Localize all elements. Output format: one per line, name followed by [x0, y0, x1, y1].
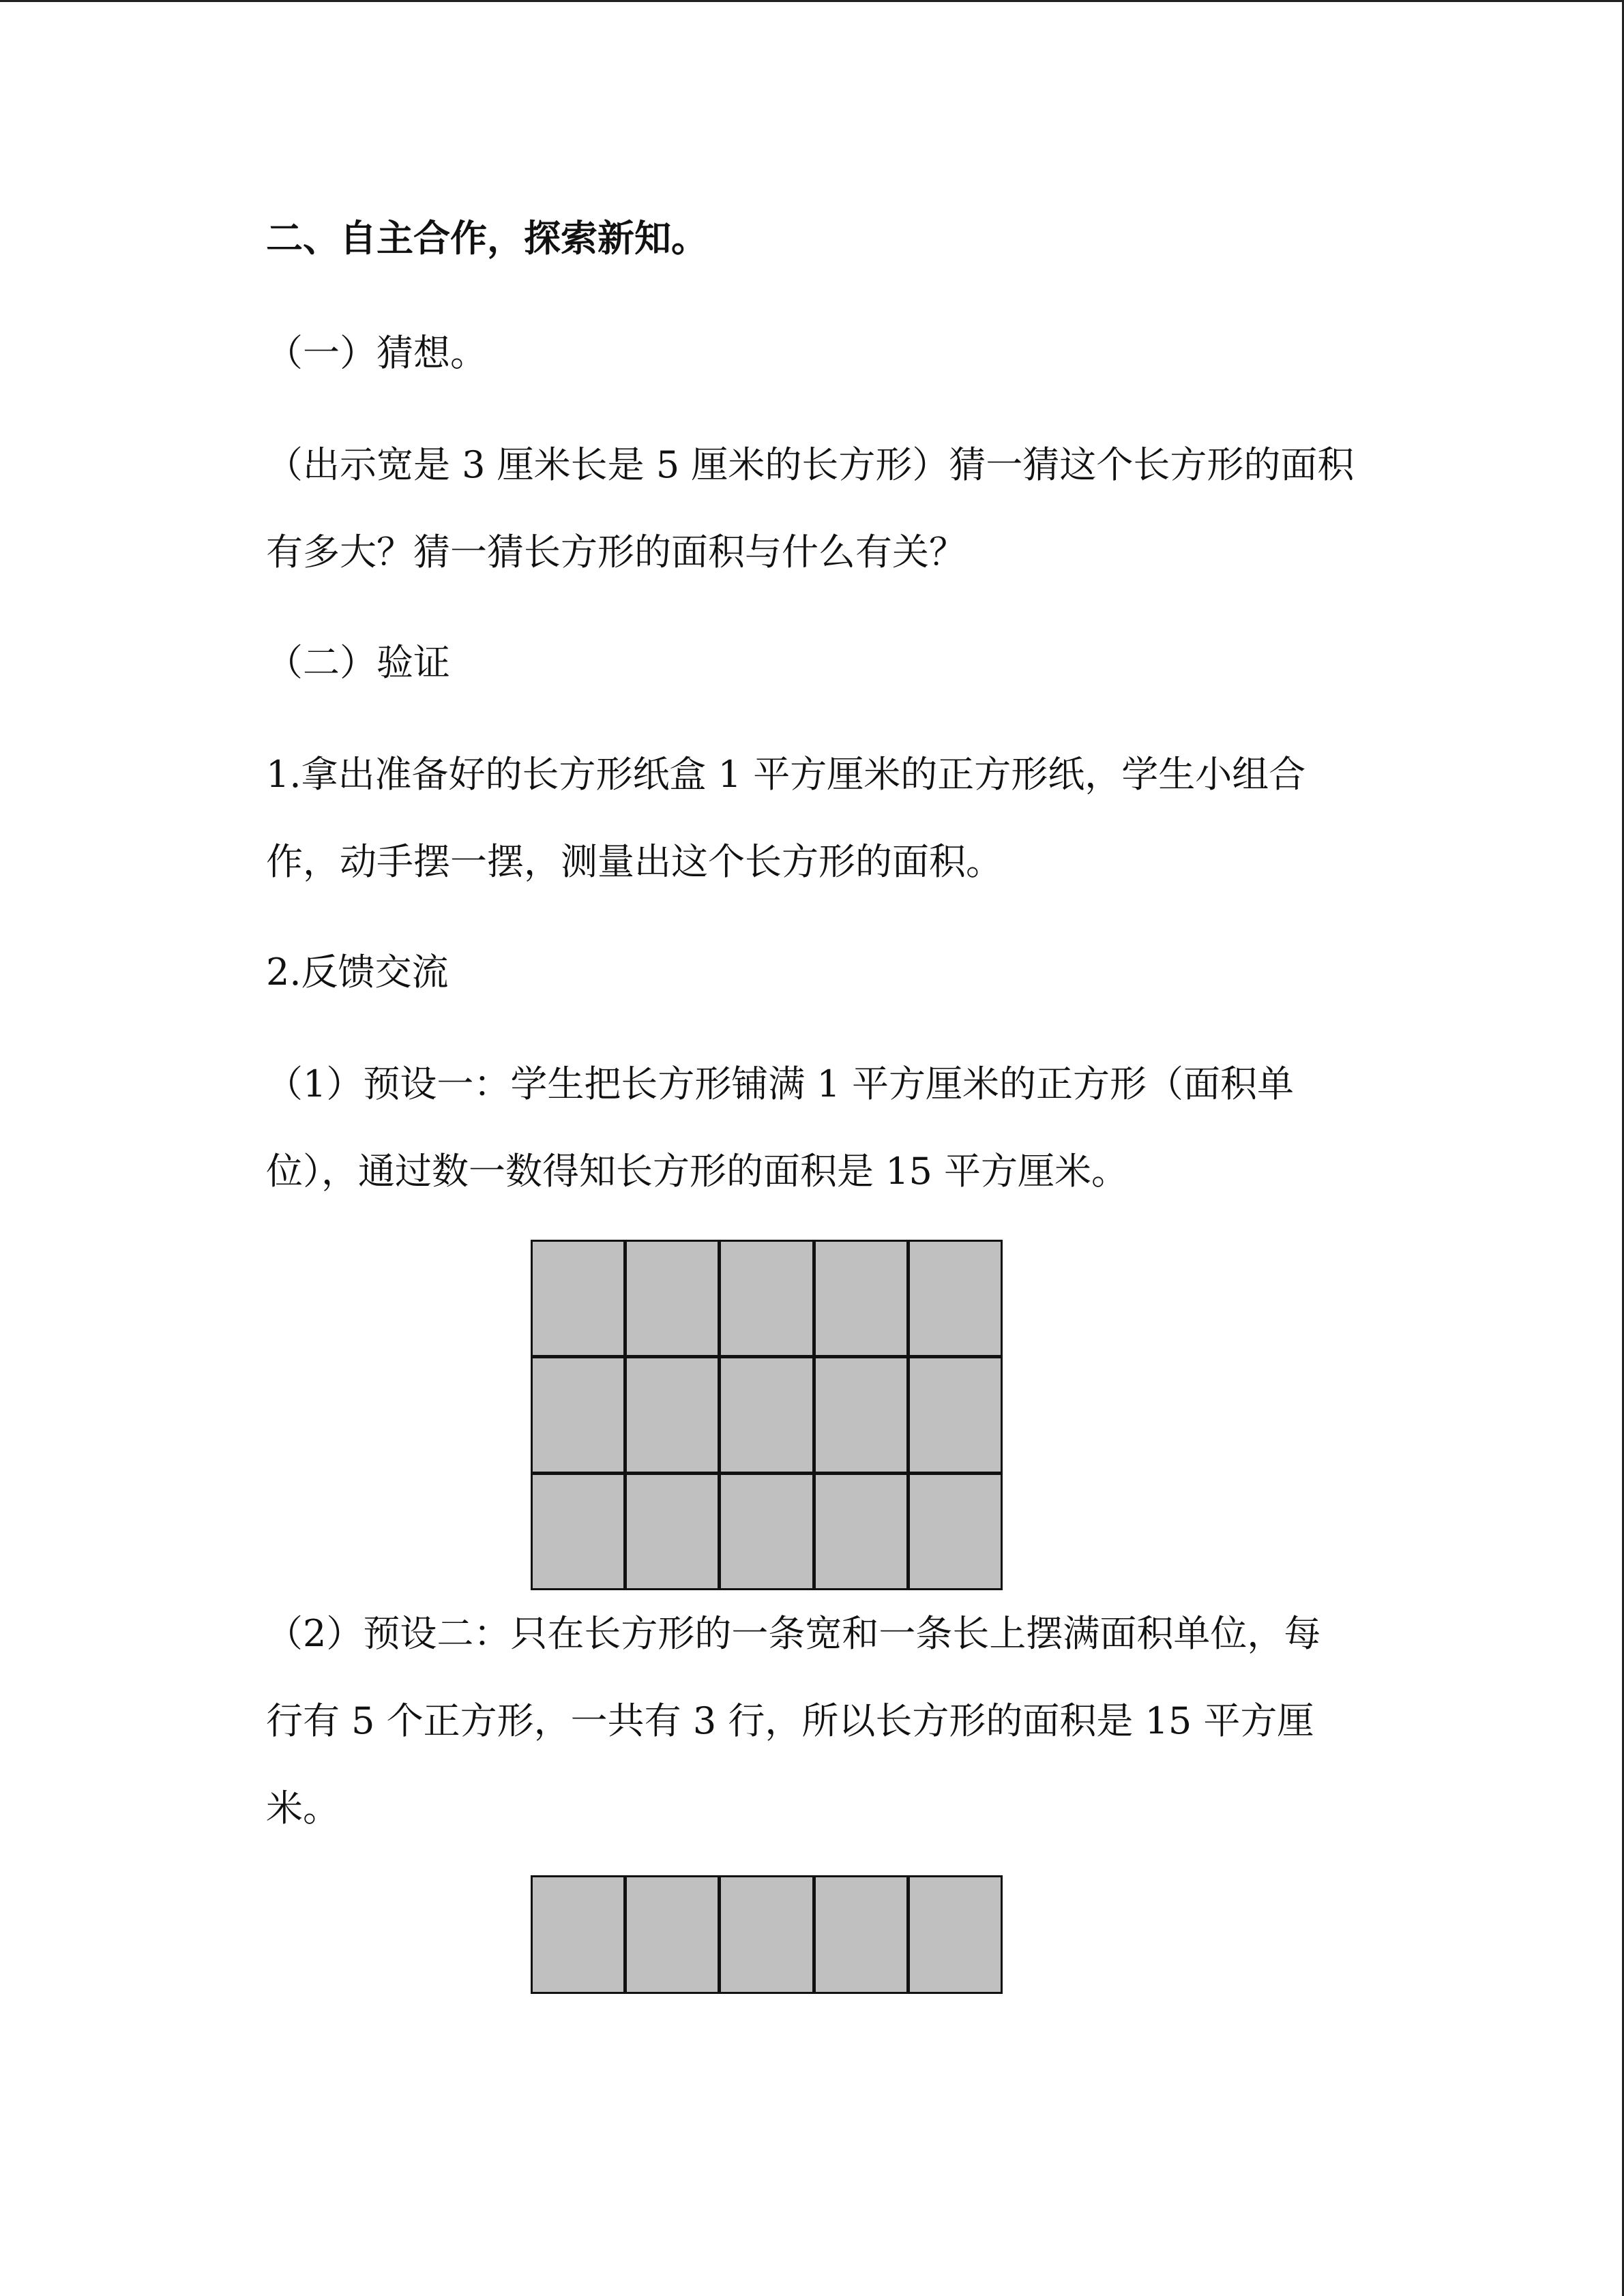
figure-full-rectangle-grid — [531, 1240, 1003, 1590]
part1-heading: （一）猜想。 — [266, 331, 487, 374]
unit-square — [533, 1242, 623, 1355]
unit-square — [816, 1358, 906, 1472]
unit-square — [721, 1358, 812, 1472]
preset1-line-2: 位），通过数一数得知长方形的面积是 15 平方厘米。 — [266, 1150, 1129, 1193]
figure-single-row-grid — [531, 1875, 1003, 1994]
step1-line-1: 1.拿出准备好的长方形纸盒 1 平方厘米的正方形纸，学生小组合 — [266, 753, 1306, 796]
unit-square — [533, 1358, 623, 1472]
unit-square — [721, 1475, 812, 1588]
unit-square — [910, 1358, 1001, 1472]
page-border-top — [0, 0, 1624, 2]
unit-square — [627, 1877, 718, 1992]
step1-line-2: 作，动手摆一摆，测量出这个长方形的面积。 — [266, 840, 1003, 883]
preset2-line-1: （2）预设二：只在长方形的一条宽和一条长上摆满面积单位，每 — [266, 1612, 1321, 1655]
unit-square — [816, 1877, 906, 1992]
unit-square — [816, 1242, 906, 1355]
unit-square — [816, 1475, 906, 1588]
part2-heading: （二）验证 — [266, 641, 450, 684]
preset2-line-3: 米。 — [266, 1787, 340, 1830]
unit-square — [910, 1242, 1001, 1355]
unit-square — [910, 1877, 1001, 1992]
unit-square — [627, 1358, 718, 1472]
part1-paragraph-line-1: （出示宽是 3 厘米长是 5 厘米的长方形）猜一猜这个长方形的面积 — [266, 443, 1355, 486]
preset2-line-2: 行有 5 个正方形，一共有 3 行，所以长方形的面积是 15 平方厘 — [266, 1699, 1314, 1742]
unit-square — [533, 1877, 623, 1992]
step2-heading: 2.反馈交流 — [266, 951, 449, 994]
unit-square — [910, 1475, 1001, 1588]
unit-square — [721, 1877, 812, 1992]
part1-paragraph-line-2: 有多大？猜一猜长方形的面积与什么有关？ — [266, 531, 966, 573]
unit-square — [533, 1475, 623, 1588]
unit-square — [627, 1475, 718, 1588]
unit-square — [627, 1242, 718, 1355]
section-heading: 二、自主合作，探索新知。 — [266, 217, 708, 260]
preset1-line-1: （1）预设一：学生把长方形铺满 1 平方厘米的正方形（面积单 — [266, 1062, 1295, 1105]
unit-square — [721, 1242, 812, 1355]
